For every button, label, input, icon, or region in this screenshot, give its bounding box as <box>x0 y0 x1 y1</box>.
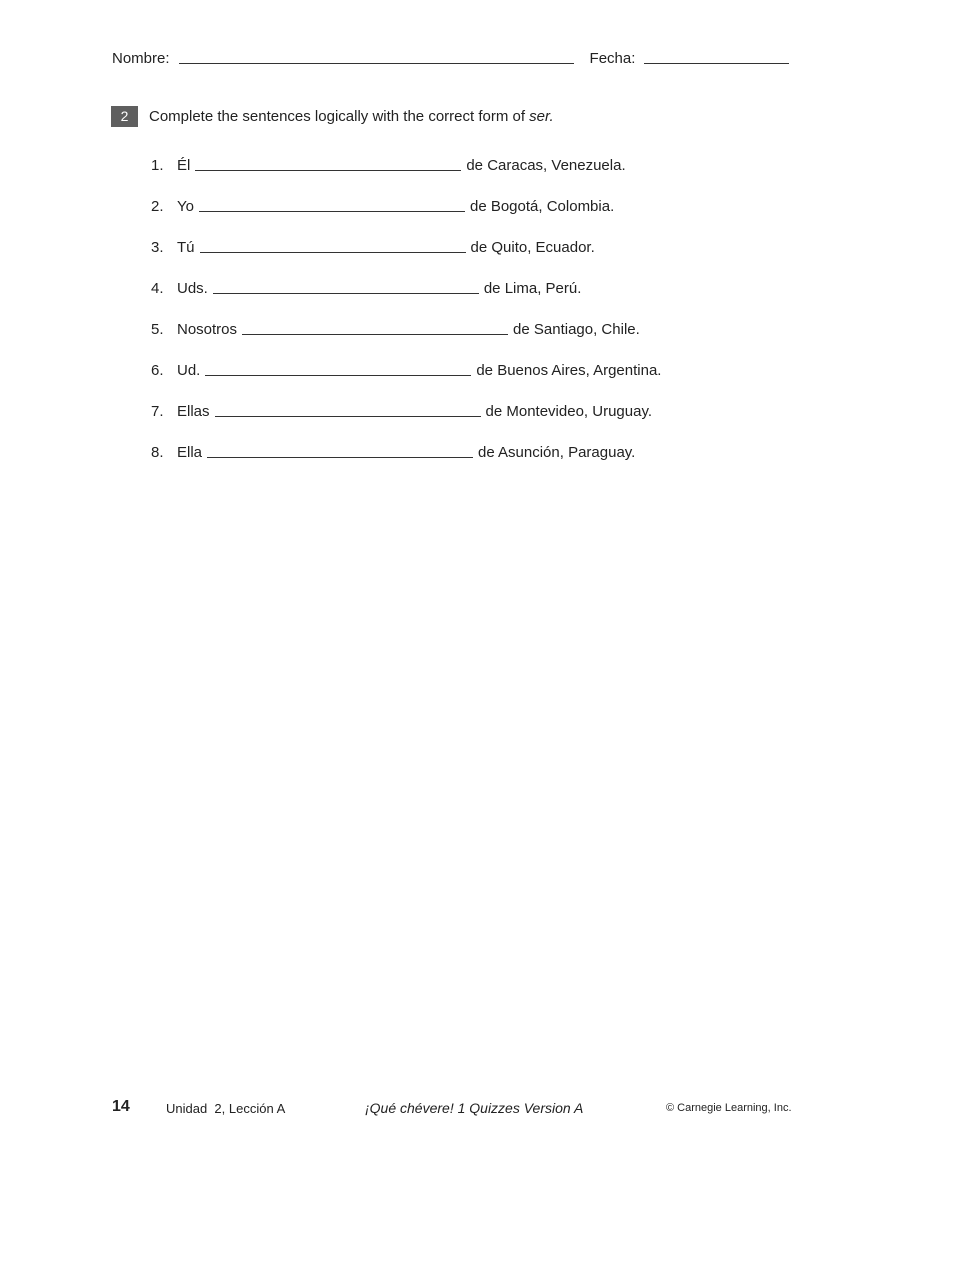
exercise-item <box>151 239 595 256</box>
name-blank[interactable] <box>179 62 574 64</box>
item-number: 1. <box>151 157 164 174</box>
exercise-item <box>151 321 640 338</box>
section-instruction <box>111 106 554 127</box>
exercise-item <box>151 157 626 174</box>
exercise-item <box>151 198 614 215</box>
item-subject: Nosotros <box>177 321 238 338</box>
item-ending: de Lima, Perú. <box>483 280 582 297</box>
footer-copyright: © Carnegie Learning, Inc. <box>666 1102 792 1114</box>
answer-blank[interactable] <box>195 169 461 171</box>
answer-blank[interactable] <box>205 374 471 376</box>
item-subject: Él <box>177 157 191 174</box>
answer-blank[interactable] <box>207 456 473 458</box>
instruction-text: Complete the sentences logically with the correct form of <box>149 108 530 125</box>
item-ending: de Santiago, Chile. <box>513 321 640 338</box>
name-label: Nombre: <box>112 50 170 67</box>
date-label: Fecha: <box>589 50 636 67</box>
item-subject: Yo <box>177 198 194 215</box>
date-blank[interactable] <box>644 62 789 64</box>
answer-blank[interactable] <box>200 251 466 253</box>
item-ending: de Quito, Ecuador. <box>470 239 595 256</box>
item-number: 3. <box>151 239 164 256</box>
item-subject: Ella <box>177 444 203 461</box>
item-ending: de Bogotá, Colombia. <box>469 198 615 215</box>
exercise-item <box>151 444 635 461</box>
item-subject: Tú <box>177 239 195 256</box>
item-number: 4. <box>151 280 164 297</box>
item-number: 5. <box>151 321 164 338</box>
item-number: 8. <box>151 444 164 461</box>
page-number: 14 <box>112 1098 130 1115</box>
item-subject: Ellas <box>177 403 210 420</box>
answer-blank[interactable] <box>199 210 465 212</box>
exercise-item <box>151 403 652 420</box>
item-ending: de Asunción, Paraguay. <box>478 444 636 461</box>
exercise-item <box>151 362 661 379</box>
item-ending: de Caracas, Venezuela. <box>466 157 626 174</box>
page-footer <box>0 1100 979 1120</box>
footer-book-title: ¡Qué chévere! 1 Quizzes Version A <box>365 1100 584 1116</box>
exercise-item <box>151 280 581 297</box>
answer-blank[interactable] <box>215 415 481 417</box>
item-number: 7. <box>151 403 164 420</box>
answer-blank[interactable] <box>242 333 508 335</box>
item-ending: de Buenos Aires, Argentina. <box>476 362 662 379</box>
item-subject: Uds. <box>177 280 208 297</box>
instruction-emphasis: ser. <box>529 108 554 125</box>
header-fields <box>112 50 789 67</box>
item-number: 6. <box>151 362 164 379</box>
item-number: 2. <box>151 198 164 215</box>
answer-blank[interactable] <box>213 292 479 294</box>
footer-unit: Unidad 2, Lección A <box>166 1101 286 1116</box>
section-number-badge: 2 <box>111 106 138 127</box>
item-subject: Ud. <box>177 362 201 379</box>
item-ending: de Montevideo, Uruguay. <box>485 403 653 420</box>
